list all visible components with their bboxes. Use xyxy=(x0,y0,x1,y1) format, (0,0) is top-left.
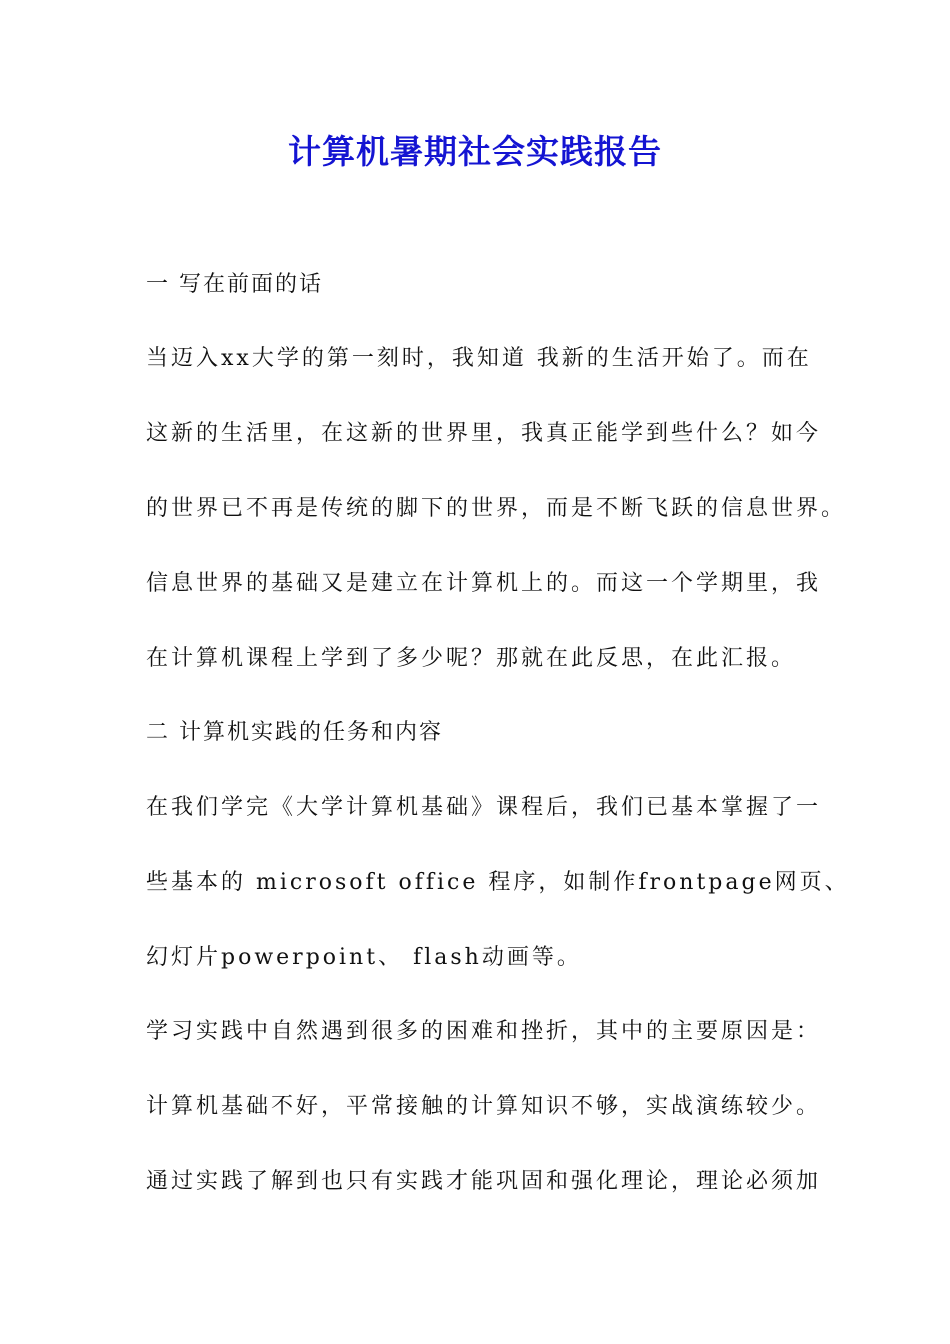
paragraph-line: 在我们学完《大学计算机基础》课程后，我们已基本掌握了一 xyxy=(146,795,822,820)
paragraph-line: 计算机基础不好，平常接触的计算知识不够，实战演练较少。 xyxy=(146,1094,822,1119)
paragraph-line: 通过实践了解到也只有实践才能巩固和强化理论，理论必须加 xyxy=(146,1169,822,1194)
section-heading-1: 一 写在前面的话 xyxy=(146,272,323,297)
section-heading-2: 二 计算机实践的任务和内容 xyxy=(146,720,443,745)
paragraph-line: 的世界已不再是传统的脚下的世界，而是不断飞跃的信息世界。 xyxy=(146,496,847,521)
document-title: 计算机暑期社会实践报告 xyxy=(288,132,662,171)
paragraph-line: 当迈入xx大学的第一刻时，我知道 我新的生活开始了。而在 xyxy=(146,346,812,371)
paragraph-line: 信息世界的基础又是建立在计算机上的。而这一个学期里，我 xyxy=(146,571,822,596)
paragraph-line: 这新的生活里，在这新的世界里，我真正能学到些什么？如今 xyxy=(146,421,822,446)
paragraph-line: 学习实践中自然遇到很多的困难和挫折，其中的主要原因是： xyxy=(146,1019,822,1044)
paragraph-line: 幻灯片powerpoint、 flash动画等。 xyxy=(146,945,582,970)
paragraph-line: 些基本的 microsoft office 程序，如制作frontpage网页、 xyxy=(146,870,850,895)
paragraph-line: 在计算机课程上学到了多少呢？那就在此反思，在此汇报。 xyxy=(146,646,797,671)
